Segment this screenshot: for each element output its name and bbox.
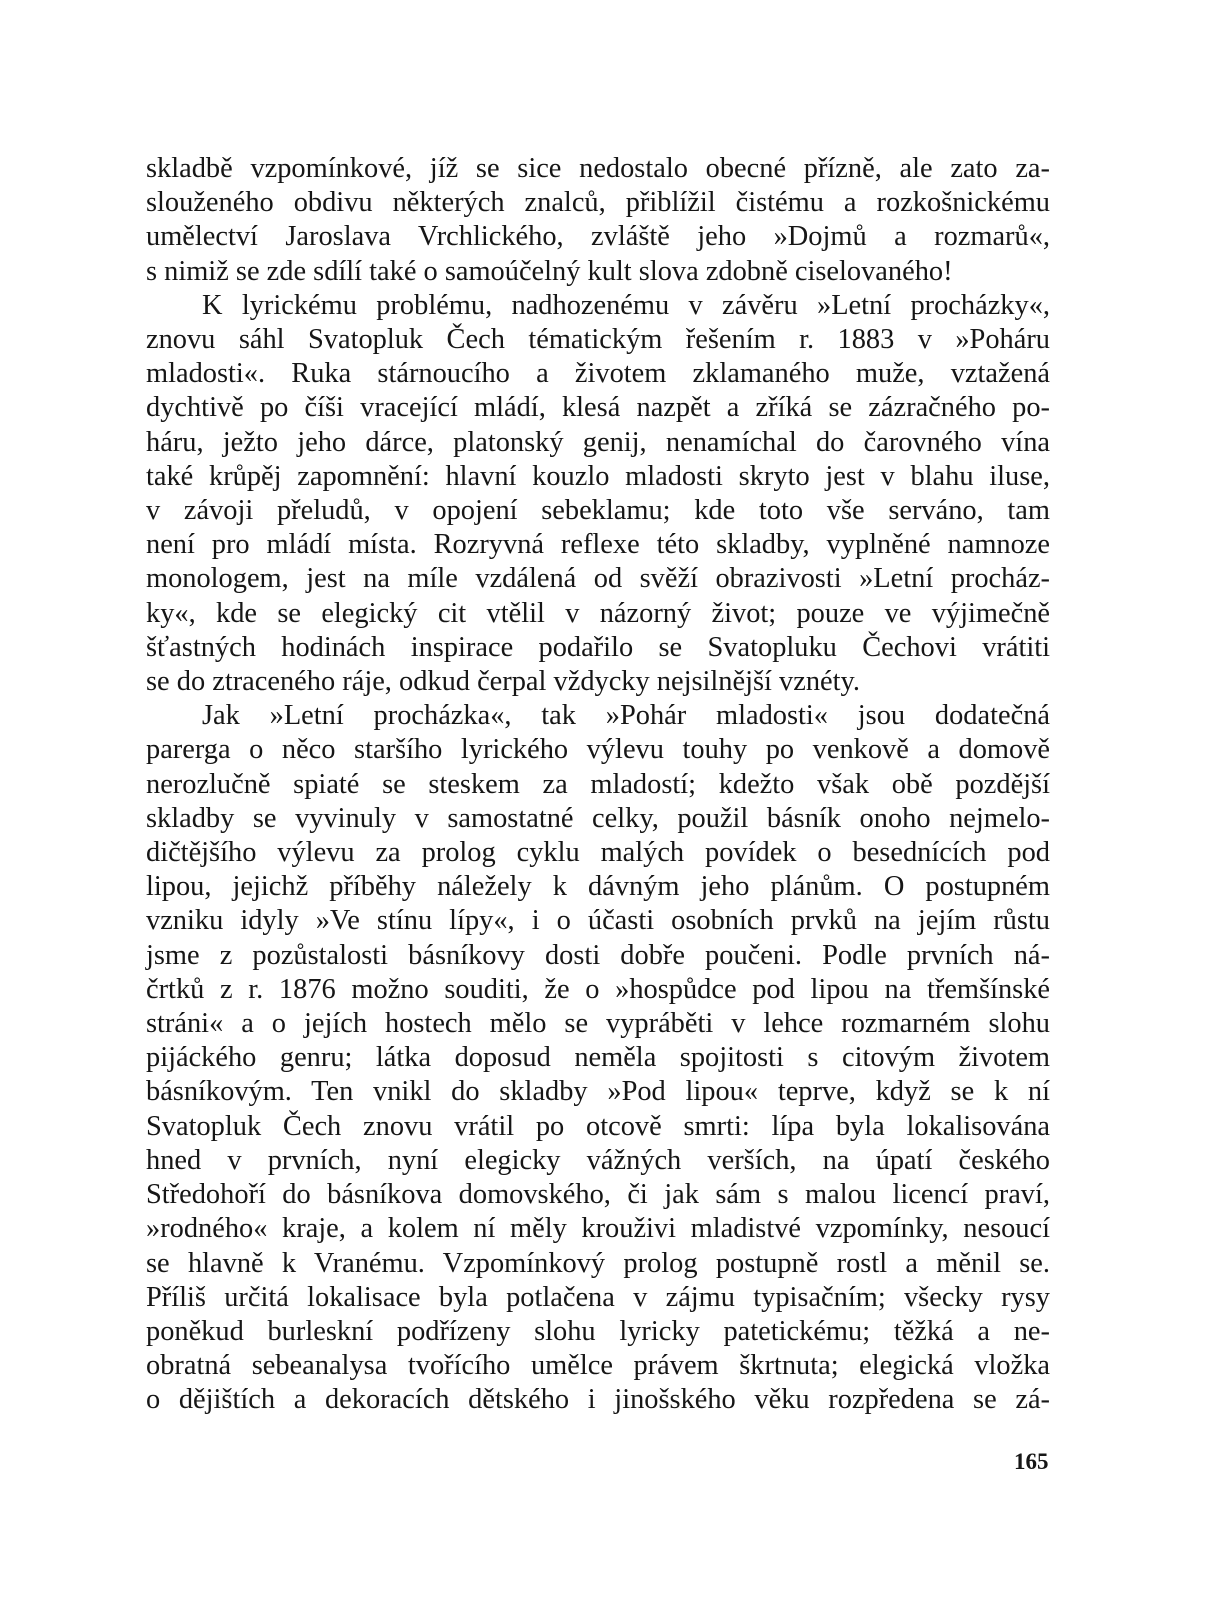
text-line: šťastných hodinách inspirace podařilo se Svatopluku Čechovi vrátiti — [146, 631, 1050, 663]
text-line: mladosti«. Ruka stárnoucího a životem zklamaného muže, vztažená — [146, 358, 1050, 390]
text-line: poněkud burleskní podřízeny slohu lyricky patetickému; těžká a ne- — [146, 1315, 1050, 1347]
text-line: dičtějšího výlevu za prolog cyklu malých povídek o besednících pod — [146, 837, 1050, 869]
text-line: obratná sebeanalysa tvořícího umělce právem škrtnuta; elegická vložka — [146, 1350, 1050, 1382]
text-line: vzniku idyly »Ve stínu lípy«, i o účasti osobních prvků na jejím růstu — [146, 905, 1050, 937]
text-line: se do ztraceného ráje, odkud čerpal vždycky nejsilnější vznéty. — [146, 666, 860, 698]
text-line: Středohoří do básníkova domovského, či jak sám s malou licencí praví, — [146, 1179, 1050, 1211]
text-line: Jak »Letní procházka«, tak »Pohár mladosti« jsou dodatečná — [202, 700, 1050, 732]
text-line: Svatopluk Čech znovu vrátil po otcově smrti: lípa byla lokalisována — [146, 1110, 1050, 1142]
text-line: v závoji přeludů, v opojení sebeklamu; kde toto vše serváno, tam — [146, 495, 1050, 527]
text-line: parerga o něco staršího lyrického výlevu touhy po venkově a domově — [146, 734, 1050, 766]
text-line: dychtivě po číši vracející mládí, klesá nazpět a zříká se zázračného po- — [146, 392, 1050, 424]
text-line: nerozlučně spiaté se steskem za mladostí; kdežto však obě pozdější — [146, 768, 1050, 800]
page-number: 165 — [1014, 1449, 1049, 1474]
text-line: stráni« a o jejích hostech mělo se vypráběti v lehce rozmarném slohu — [146, 1008, 1050, 1040]
text-line: lipou, jejichž příběhy náležely k dávným jeho plánům. O postupném — [146, 871, 1050, 903]
paragraph-1 — [146, 152, 1050, 289]
text-line: skladby se vyvinuly v samostatné celky, použil básník onoho nejmelo- — [146, 802, 1050, 834]
text-line: slouženého obdivu některých znalců, přiblížil čistému a rozkošnickému — [146, 187, 1050, 219]
text-line: Příliš určitá lokalisace byla potlačena v zájmu typisačním; všecky rysy — [146, 1281, 1050, 1313]
text-line: K lyrickému problému, nadhozenému v závěru »Letní procházky«, — [202, 289, 1050, 321]
text-line: hned v prvních, nyní elegicky vážných verších, na úpatí českého — [146, 1144, 1050, 1176]
paragraph-2 — [146, 289, 1050, 699]
text-line: skladbě vzpomínkové, jíž se sice nedostalo obecné přízně, ale zato za- — [146, 153, 1050, 184]
text-line: monologem, jest na míle vzdálená od svěží obrazivosti »Letní procház- — [146, 563, 1050, 595]
text-line: háru, ježto jeho dárce, platonský genij, nenamíchal do čarovného vína — [146, 426, 1050, 458]
text-line: básníkovým. Ten vnikl do skladby »Pod lipou« teprve, když se k ní — [146, 1076, 1050, 1108]
text-line: umělectví Jaroslava Vrchlického, zvláště jeho »Dojmů a rozmarů«, — [146, 221, 1050, 253]
text-line: o dějištích a dekoracích dětského i jinošského věku rozpředena se zá- — [146, 1384, 1050, 1416]
body-text — [146, 152, 1050, 1418]
text-line: ky«, kde se elegický cit vtělil v názorný život; pouze ve výjimečně — [146, 597, 1050, 629]
text-line: črtků z r. 1876 možno souditi, že o »hospůdce pod lipou na třemšínské — [146, 973, 1050, 1005]
text-line: s nimiž se zde sdílí také o samoúčelný kult slova zdobně ciselovaného! — [146, 255, 953, 287]
text-line: jsme z pozůstalosti básníkovy dosti dobře poučeni. Podle prvních ná- — [146, 939, 1050, 971]
text-line: se hlavně k Vranému. Vzpomínkový prolog postupně rostl a měnil se. — [146, 1247, 1050, 1279]
text-line: není pro mládí místa. Rozryvná reflexe této skladby, vyplněné namnoze — [146, 529, 1050, 561]
text-line: také krůpěj zapomnění: hlavní kouzlo mladosti skryto jest v blahu iluse, — [146, 460, 1050, 492]
text-line: »rodného« kraje, a kolem ní měly krouživi mladistvé vzpomínky, nesoucí — [146, 1213, 1050, 1245]
text-line: znovu sáhl Svatopluk Čech tématickým řešením r. 1883 v »Poháru — [146, 324, 1050, 356]
text-line: pijáckého genru; látka doposud neměla spojitosti s citovým životem — [146, 1042, 1050, 1074]
paragraph-3 — [146, 699, 1050, 1417]
